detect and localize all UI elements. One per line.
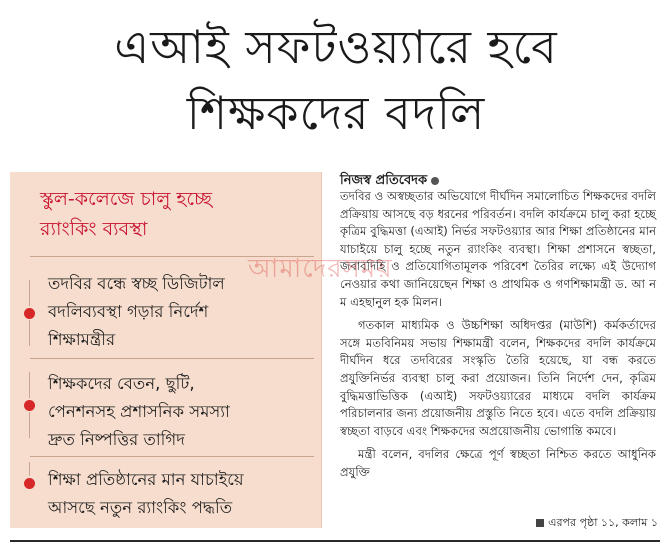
square-icon	[536, 519, 544, 527]
bullet-connector	[29, 462, 30, 476]
bullet-dot-icon	[24, 478, 35, 489]
bottom-rule	[10, 540, 660, 542]
paragraph: মন্ত্রী বলেন, বদলির ক্ষেত্রে পূর্ণ স্বচ্ছতা নিশ্চিত করতে আধুনিক প্রযুক্তি	[340, 447, 656, 479]
headline-line-2: শিক্ষকদের বদলি	[186, 86, 486, 140]
highlights-title	[40, 184, 310, 244]
highlight-item: তদবির বন্ধে স্বচ্ছ ডিজিটাল বদলিব্যবস্থা গড়ার নির্দেশ শিক্ষামন্ত্রীর	[48, 274, 225, 349]
headline	[0, 0, 672, 160]
bullet-connector	[29, 412, 30, 438]
paragraph: গতকাল মাধ্যমিক ও উচ্চশিক্ষা অধিদপ্তর (মাউশি) কর্মকর্তাদের সঙ্গে মতবিনিময় সভায় শিক্ষামন্ত্রী বলেন, শিক্ষকদের বদলি কার্যক্রমে দীর্ঘদিন ধরে তদবিরের সংস্কৃতি তৈরি হয়েছে, যা বন্ধ করতে প্রযুক্তিনির্ভর ব্যবস্থা চালু করা প্রয়োজন। তিনি নির্দেশ দেন, কৃত্রিম বুদ্ধিমত্তাভিত্তিক (এআই) সফটওয়্যারের মাধ্যমে বদলি কার্যক্রম পরিচালনার জন্য প্রয়োজনীয় প্রস্তুতি নিতে হবে। এতে বদলি প্রক্রিয়ায় স্বচ্ছতা বাড়বে এবং শিক্ষকদের অপ্রয়োজনীয় ভোগান্তি কমবে।	[340, 318, 656, 438]
highlights-title-line-1: স্কুল-কলেজে চালু হচ্ছে	[40, 188, 213, 210]
paragraph: তদবির ও অস্বচ্ছতার অভিযোগে দীর্ঘদিন সমালোচিত শিক্ষকদের বদলি প্রক্রিয়ায় আসছে বড় ধরনের পরিবর্তন। বদলি কার্যক্রমে চালু করা হচ্ছে কৃত্রিম বুদ্ধিমত্তা (এআই) নির্ভর সফটওয়্যার আর শিক্ষা প্রতিষ্ঠানের মান যাচাইয়ে চালু হচ্ছে নতুন র‌্যাংকিং ব্যবস্থা। শিক্ষা প্রশাসনে স্বচ্ছতা, জবাবদিহি ও প্রতিযোগিতামূলক পরিবেশ তৈরির লক্ষ্যে এই উদ্যোগ নেওয়ার কথা জানিয়েছেন শিক্ষা ও প্রাথমিক ও গণশিক্ষামন্ত্রী ড. আ ন ম এহছানুল হক মিলন।	[340, 189, 656, 309]
bullet-dot-icon	[24, 400, 35, 411]
highlight-item: শিক্ষকদের বেতন, ছুটি, পেনশনসহ প্রশাসনিক সমস্যা দ্রুত নিষ্পত্তির তাগিদ	[48, 374, 230, 449]
byline-dot-icon	[431, 177, 439, 185]
watermark-logo: আমাদেরসময়	[248, 254, 393, 284]
bullet-dot-icon	[24, 308, 35, 319]
bullet-connector	[29, 280, 30, 306]
highlight-item: শিক্ষা প্রতিষ্ঠানের মান যাচাইয়ে আসছে নতুন র‌্যাংকিং পদ্ধতি	[48, 470, 244, 517]
bullet-connector	[29, 372, 30, 398]
divider	[30, 358, 314, 359]
bullet-connector	[29, 320, 30, 346]
headline-line-1: এআই সফটওয়্যারে হবে	[114, 20, 558, 74]
byline: নিজস্ব প্রতিবেদক	[340, 171, 439, 192]
continued-note: এরপর পৃষ্ঠা ১১, কলাম ১	[536, 514, 658, 533]
article-body	[340, 188, 656, 482]
highlights-title-line-2: র‌্যাংকিং ব্যবস্থা	[40, 218, 148, 240]
highlights-box	[10, 172, 322, 528]
divider	[30, 456, 314, 457]
